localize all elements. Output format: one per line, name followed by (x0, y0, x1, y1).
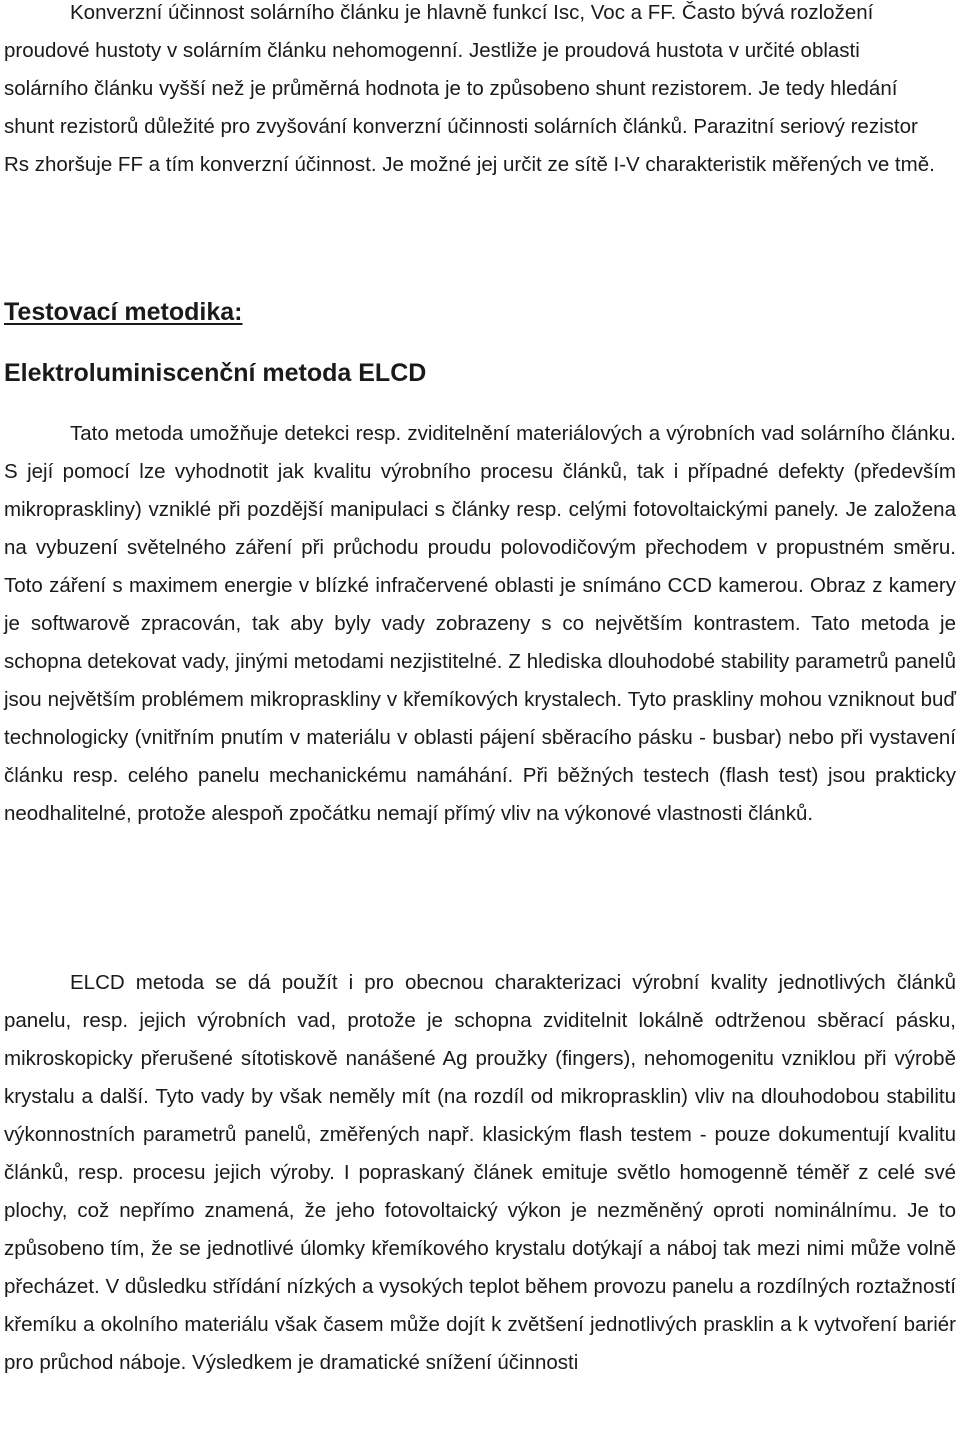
method-paragraph-2: ELCD metoda se dá použít i pro obecnou charakterizaci výrobní kvality jednotlivých článků panelu, resp. jejich výrobních vad, protože je schopna zviditelnit lokálně odtrženou sběrací pásku, mikroskopicky přerušené sítotiskově nanášené Ag proužky (fingers), nehomogenitu vzniklou při výrobě krystalu a další. Tyto vady by však neměly mít (na rozdíl od mikroprasklin) vliv na dlouhodobou stabilitu výkonnostních parametrů panelů, změřených např. klasickým flash testem - pouze dokumentují kvalitu článků, resp. procesu jejich výroby. I popraskaný článek emituje světlo homogenně téměř z celé své plochy, což nepřímo znamená, že jeho fotovoltaický výkon je nezměněný oproti nominálnímu. Je to způsobeno tím, že se jednotlivé úlomky křemíkového krystalu dotýkají a náboj tak mezi nimi může volně přecházet. V důsledku střídání nízkých a vysokých teplot během provozu panelu a rozdílných roztažností křemíku a okolního materiálu však časem může dojít k zvětšení jednotlivých prasklin a k vytvoření bariér pro průchod náboje. Výsledkem je dramatické snížení účinnosti (4, 971, 956, 1374)
method-heading: Elektroluminiscenční metoda ELCD (4, 359, 427, 387)
method-paragraph-1: Tato metoda umožňuje detekci resp. zviditelnění materiálových a výrobních vad solárního článku. S její pomocí lze vyhodnotit jak kvalitu výrobního procesu článků, tak i případné defekty (především mikropraskliny) vzniklé při pozdější manipulaci s články resp. celými fotovoltaickými panely. Je založena na vybuzení světelného záření při průchodu proudu polovodičovým přechodem v propustném směru. Toto záření s maximem energie v blízké infračervené oblasti je snímáno CCD kamerou. Obraz z kamery je softwarově zpracován, tak aby byly vady zobrazeny s co největším kontrastem. Tato metoda je schopna detekovat vady, jinými metodami nezjistitelné. Z hlediska dlouhodobé stability parametrů panelů jsou největším problémem mikropraskliny v křemíkových krystalech. Tyto praskliny mohou vzniknout buď technologicky (vnitřním pnutím v materiálu v oblasti pájení sběracího pásku - busbar) nebo při vystavení článku resp. celého panelu mechanickému namáhání. Při běžných testech (flash test) jsou prakticky neodhalitelné, protože alespoň zpočátku nemají přímý vliv na výkonové vlastnosti článků. (4, 422, 956, 825)
section-heading: Testovací metodika: (4, 298, 243, 326)
intro-paragraph: Konverzní účinnost solárního článku je hlavně funkcí Isc, Voc a FF. Často bývá rozložení proudové hustoty v solárním článku nehomogenní. Jestliže je proudová hustota v určité oblasti solárního článku vyšší než je průměrná hodnota je to způsobeno shunt rezistorem. Je tedy hledání shunt rezistorů důležité pro zvyšování konverzní účinnosti solárních článků. Parazitní seriový rezistor Rs zhoršuje FF a tím konverzní účinnost. Je možné jej určit ze sítě I-V charakteristik měřených ve tmě. (4, 1, 935, 176)
